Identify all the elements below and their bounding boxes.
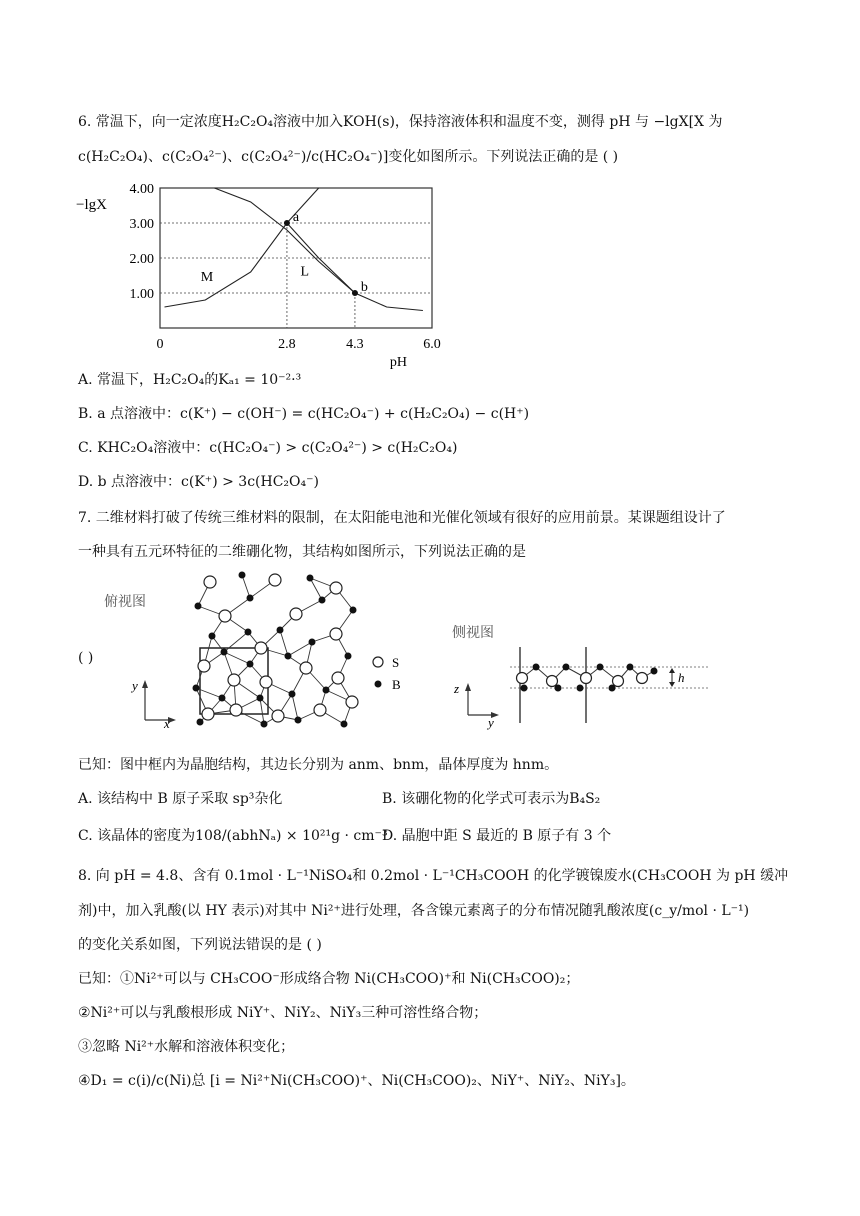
q6-option-b: B. a 点溶液中：c(K⁺) − c(OH⁻) = c(HC₂O₄⁻) + c(H₂C₂O₄) − c(H⁺) — [78, 406, 530, 422]
q6-option-d: D. b 点溶液中：c(K⁺) > 3c(HC₂O₄⁻) — [78, 474, 319, 490]
q6-chart — [70, 178, 450, 370]
s-atom — [260, 676, 272, 688]
side-b-atom — [577, 685, 584, 692]
b-atom — [350, 607, 357, 614]
x-tick-label: 0 — [156, 337, 164, 352]
s-atom — [255, 642, 267, 654]
b-atom — [323, 687, 330, 694]
thickness-h-label: h — [678, 670, 685, 685]
s-atom — [204, 576, 216, 588]
b-atom — [219, 695, 226, 702]
q8-stem-line2: 剂)中，加入乳酸(以 HY 表示)对其中 Ni²⁺进行处理，各含镍元素离子的分布情况随乳酸浓度(c_y/mol · L⁻¹) — [78, 903, 750, 919]
series-label: L — [300, 264, 310, 280]
side-s-atom — [581, 673, 592, 684]
side-b-atom — [563, 664, 570, 671]
bond — [292, 694, 298, 720]
s-atom — [314, 704, 326, 716]
y-tick-label: 4.00 — [129, 182, 154, 197]
legend-s-marker — [373, 657, 383, 667]
side-b-atom — [609, 685, 616, 692]
q7-option-d: D. 晶胞中距 S 最近的 B 原子有 3 个 — [382, 828, 612, 844]
q8-known-1: 已知：①Ni²⁺可以与 CH₃COO⁻形成络合物 Ni(CH₃COO)⁺和 Ni(CH₃COO)₂； — [78, 971, 580, 987]
bond — [280, 630, 288, 656]
q8-stem-line1: 8. 向 pH = 4.8、含有 0.1mol · L⁻¹NiSO₄和 0.2mol · L⁻¹CH₃COOH 的化学镀镍废水(CH₃COOH 为 pH 缓冲 — [78, 868, 789, 884]
s-atom — [230, 704, 242, 716]
b-atom — [221, 649, 228, 656]
s-atom — [332, 672, 344, 684]
side-axis-y: y — [488, 715, 494, 730]
s-atom — [198, 660, 210, 672]
side-s-atom — [637, 673, 648, 684]
point-label: a — [292, 210, 300, 225]
q7-option-a: A. 该结构中 B 原子采取 sp³杂化 — [78, 791, 283, 807]
q7-side-view — [440, 615, 730, 730]
side-b-atom — [627, 664, 634, 671]
b-atom — [209, 633, 216, 640]
q6-option-a: A. 常温下，H₂C₂O₄的Kₐ₁ = 10⁻²·³ — [78, 372, 302, 388]
b-atom — [309, 639, 316, 646]
b-atom — [247, 595, 254, 602]
b-atom — [345, 653, 352, 660]
side-b-atom — [597, 664, 604, 671]
b-atom — [295, 717, 302, 724]
b-atom — [289, 691, 296, 698]
legend-b-marker — [375, 681, 382, 688]
s-atom — [300, 662, 312, 674]
side-s-atom — [547, 676, 558, 687]
lattice — [193, 572, 359, 728]
side-b-atom — [555, 685, 562, 692]
q8-known-2: ②Ni²⁺可以与乳酸根形成 NiY⁺、NiY₂、NiY₃三种可溶性络合物； — [78, 1005, 488, 1021]
s-atom — [272, 710, 284, 722]
q7-known: 已知：图中框内为晶胞结构，其边长分别为 anm、bnm，晶体厚度为 hnm。 — [78, 757, 559, 773]
q8-known-4: ④D₁ = c(i)/c(Ni)总 [i = Ni²⁺Ni(CH₃COO)⁺、Ni(CH₃COO)₂、NiY⁺、NiY₂、NiY₃]。 — [78, 1073, 635, 1089]
q7-stem-line1: 7. 二维材料打破了传统三维材料的限制，在太阳能电池和光催化领域有很好的应用前景。某课题组设计了 — [78, 510, 726, 526]
q6-option-c: C. KHC₂O₄溶液中：c(HC₂O₄⁻) > c(C₂O₄²⁻) > c(H₂C₂O₄) — [78, 440, 458, 456]
b-atom — [277, 627, 284, 634]
x-tick-label: 2.8 — [278, 337, 296, 352]
b-atom — [257, 695, 264, 702]
q7-option-c: C. 该晶体的密度为108/(abhNₐ) × 10²¹g · cm⁻³ — [78, 828, 388, 844]
b-atom — [239, 572, 246, 579]
point-label: b — [360, 280, 368, 295]
s-atom — [290, 608, 302, 620]
b-atom — [341, 721, 348, 728]
q6-stem-line2: c(H₂C₂O₄)、c(C₂O₄²⁻)、c(C₂O₄²⁻)/c(HC₂O₄⁻)]变化如图所示。下列说法正确的是 ( ) — [78, 149, 619, 165]
legend-s: S — [392, 655, 400, 670]
b-atom — [197, 719, 204, 726]
side-s-atom — [613, 676, 624, 687]
y-tick-label: 3.00 — [129, 217, 154, 232]
q7-answer-paren: ( ) — [78, 650, 94, 666]
side-view-label: 侧视图 — [452, 626, 494, 641]
x-tick-label: 6.0 — [423, 337, 441, 352]
data-point — [284, 220, 290, 226]
s-atom — [330, 582, 342, 594]
side-b-atom — [651, 668, 658, 675]
b-atom — [193, 685, 200, 692]
series-line — [165, 188, 319, 307]
side-axis-z: z — [454, 681, 460, 696]
y-tick-label: 1.00 — [129, 287, 154, 302]
bond — [310, 578, 322, 600]
x-tick-label: 4.3 — [346, 337, 364, 352]
y-axis-label: −lgX — [76, 197, 107, 213]
s-atom — [202, 708, 214, 720]
x-axis-label: pH — [389, 355, 408, 370]
b-atom — [195, 603, 202, 610]
bond — [288, 642, 312, 656]
q7-top-view — [100, 570, 420, 730]
s-atom — [269, 574, 281, 586]
s-atom — [330, 628, 342, 640]
q8-known-3: ③忽略 Ni²⁺水解和溶液体积变化； — [78, 1039, 295, 1055]
top-view-label: 俯视图 — [104, 595, 146, 610]
side-b-atom — [521, 685, 528, 692]
legend-b: B — [392, 677, 401, 692]
q7-stem-line2: 一种具有五元环特征的二维硼化物，其结构如图所示，下列说法正确的是 — [78, 544, 526, 560]
b-atom — [285, 653, 292, 660]
bond — [242, 575, 250, 598]
side-b-atom — [533, 664, 540, 671]
series-line — [214, 188, 355, 293]
b-atom — [245, 629, 252, 636]
q8-stem-line3: 的变化关系如图，下列说法错误的是 ( ) — [78, 937, 322, 953]
b-atom — [247, 661, 254, 668]
q6-stem-line1: 6. 常温下，向一定浓度H₂C₂O₄溶液中加入KOH(s)，保持溶液体积和温度不变，测得 pH 与 −lgX[X 为 — [78, 114, 723, 130]
b-atom — [319, 597, 326, 604]
top-axis-y: y — [132, 678, 138, 693]
s-atom — [228, 674, 240, 686]
bond — [224, 632, 248, 652]
y-tick-label: 2.00 — [129, 252, 154, 267]
s-atom — [219, 610, 231, 622]
top-axis-x: x — [164, 716, 170, 731]
b-atom — [261, 721, 268, 728]
s-atom — [346, 696, 358, 708]
data-point — [352, 290, 358, 296]
series-label: M — [200, 269, 214, 285]
q7-option-b: B. 该硼化物的化学式可表示为B₄S₂ — [382, 791, 601, 807]
b-atom — [307, 575, 314, 582]
side-s-atom — [517, 673, 528, 684]
